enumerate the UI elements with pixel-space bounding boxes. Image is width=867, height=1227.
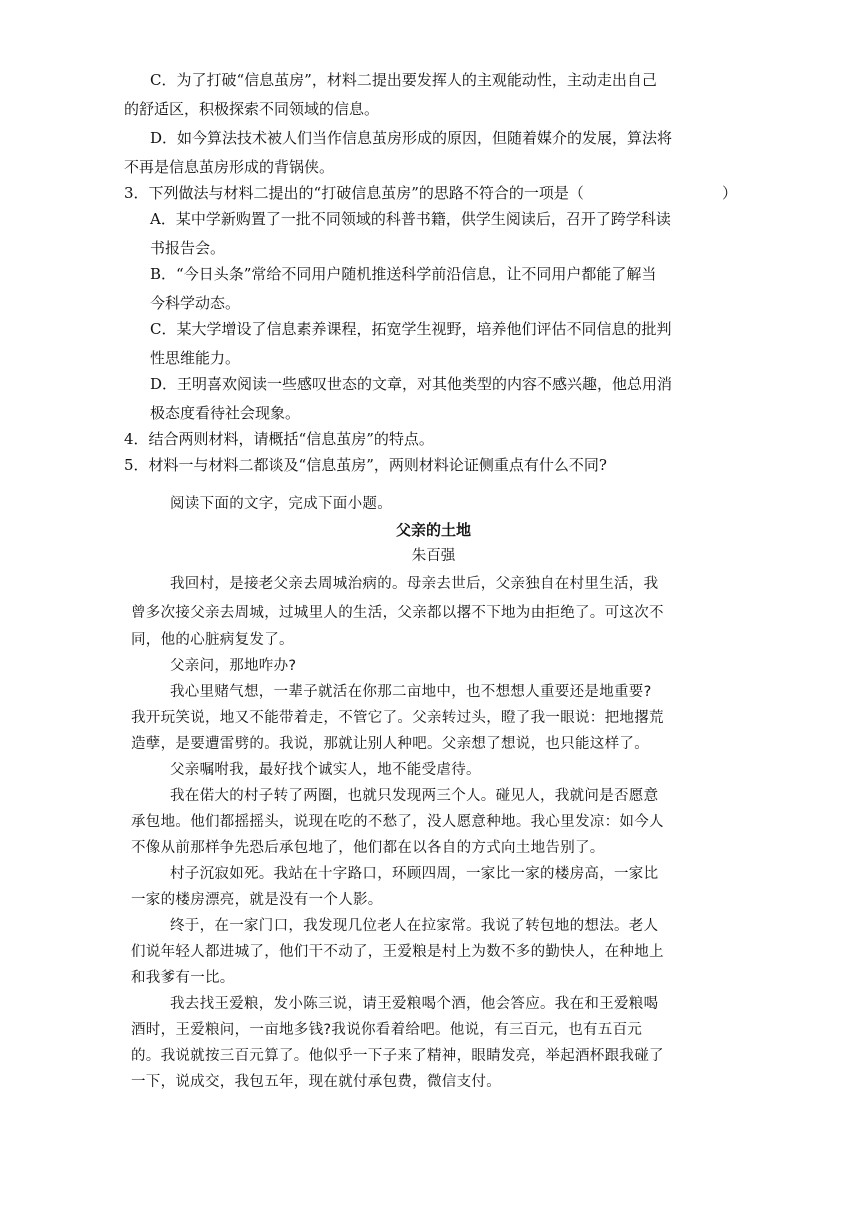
story-line: 我开玩笑说，地又不能带着走，不管它了。父亲转过头，瞪了我一眼说：把地撂荒 xyxy=(131,710,664,726)
story-author: 朱百强 xyxy=(411,548,456,564)
q3-option-a-line1: A．某中学新购置了一批不同领域的科普书籍，供学生阅读后，召开了跨学科读 xyxy=(150,210,671,228)
q5: 5．材料一与材料二都谈及“信息茧房”，两则材料论证侧重点有什么不同? xyxy=(124,456,607,474)
story-line: 曾多次接父亲去周城，过城里人的生活，父亲都以撂不下地为由拒绝了。可这次不 xyxy=(131,605,664,621)
q3-answer-bracket-close: ） xyxy=(722,184,738,202)
q3-option-d-line1: D．王明喜欢阅读一些感叹世态的文章，对其他类型的内容不感兴趣，他总用消 xyxy=(150,375,673,393)
story-line: 父亲问，那地咋办? xyxy=(170,658,297,674)
story-line: 承包地。他们都摇摇头，说现在吃的不愁了，没人愿意种地。我心里发凉：如今人 xyxy=(131,814,664,830)
story-line: 造孽，是要遭雷劈的。我说，那就让别人种吧。父亲想了想说，也只能这样了。 xyxy=(131,736,649,752)
q3-option-d-line2: 极态度看待社会现象。 xyxy=(150,404,301,422)
story-line: 我回村，是接老父亲去周城治病的。母亲去世后，父亲独自在村里生活，我 xyxy=(170,576,659,592)
story-line: 我去找王爱粮，发小陈三说，请王爱粮喝个酒，他会答应。我在和王爱粮喝 xyxy=(170,996,659,1012)
story-line: 父亲嘱咐我，最好找个诚实人，地不能受虐待。 xyxy=(170,762,481,778)
q2-option-c-line1: C．为了打破“信息茧房”，材料二提出要发挥人的主观能动性，主动走出自己 xyxy=(150,71,657,89)
q2-option-c-line2: 的舒适区，积极探索不同领域的信息。 xyxy=(124,100,380,118)
q3-option-c-line1: C．某大学增设了信息素养课程，拓宽学生视野，培养他们评估不同信息的批判 xyxy=(150,320,672,338)
story-line: 的。我说就按三百元算了。他似乎一下子来了精神，眼睛发亮，举起酒杯跟我碰了 xyxy=(131,1048,664,1064)
q2-option-d-line2: 不再是信息茧房形成的背锅侠。 xyxy=(124,158,335,176)
story-line: 和我爹有一比。 xyxy=(131,970,235,986)
story-line: 一家的楼房漂亮，就是没有一个人影。 xyxy=(131,892,383,908)
story-line: 酒时，王爱粮问，一亩地多钱?我说你看着给吧。他说，有三百元，也有五百元 xyxy=(131,1022,643,1038)
story-line: 们说年轻人都进城了，他们干不动了，王爱粮是村上为数不多的勤快人，在种地上 xyxy=(131,944,664,960)
story-line: 同，他的心脏病复发了。 xyxy=(131,632,294,648)
q3-option-b-line2: 今科学动态。 xyxy=(150,294,241,312)
story-line: 不像从前那样争先恐后承包地了，他们都在以各自的方式向土地告别了。 xyxy=(131,840,605,856)
q3-option-c-line2: 性思维能力。 xyxy=(150,349,241,367)
story-line: 终于，在一家门口，我发现几位老人在拉家常。我说了转包地的想法。老人 xyxy=(170,918,659,934)
story-line: 村子沉寂如死。我站在十字路口，环顾四周，一家比一家的楼房高，一家比 xyxy=(170,866,659,882)
q3-option-b-line1: B．“今日头条”常给不同用户随机推送科学前沿信息，让不同用户都能了解当 xyxy=(150,265,657,283)
q2-option-d-line1: D．如今算法技术被人们当作信息茧房形成的原因，但随着媒介的发展，算法将 xyxy=(150,129,673,147)
story-line: 我在偌大的村子转了两圈，也就只发现两三个人。碰见人，我就问是否愿意 xyxy=(170,788,659,804)
reading-instruction: 阅读下面的文字，完成下面小题。 xyxy=(170,496,392,512)
story-line: 一下，说成交，我包五年，现在就付承包费，微信支付。 xyxy=(131,1074,501,1090)
story-title: 父亲的土地 xyxy=(395,521,471,539)
q3-option-a-line2: 书报告会。 xyxy=(150,239,226,257)
story-line: 我心里赌气想，一辈子就活在你那二亩地中，也不想想人重要还是地重要? xyxy=(170,684,652,700)
q3-stem: 3．下列做法与材料二提出的“打破信息茧房”的思路不符合的一项是（ xyxy=(124,184,584,202)
q4: 4．结合两则材料，请概括“信息茧房”的特点。 xyxy=(124,430,434,448)
